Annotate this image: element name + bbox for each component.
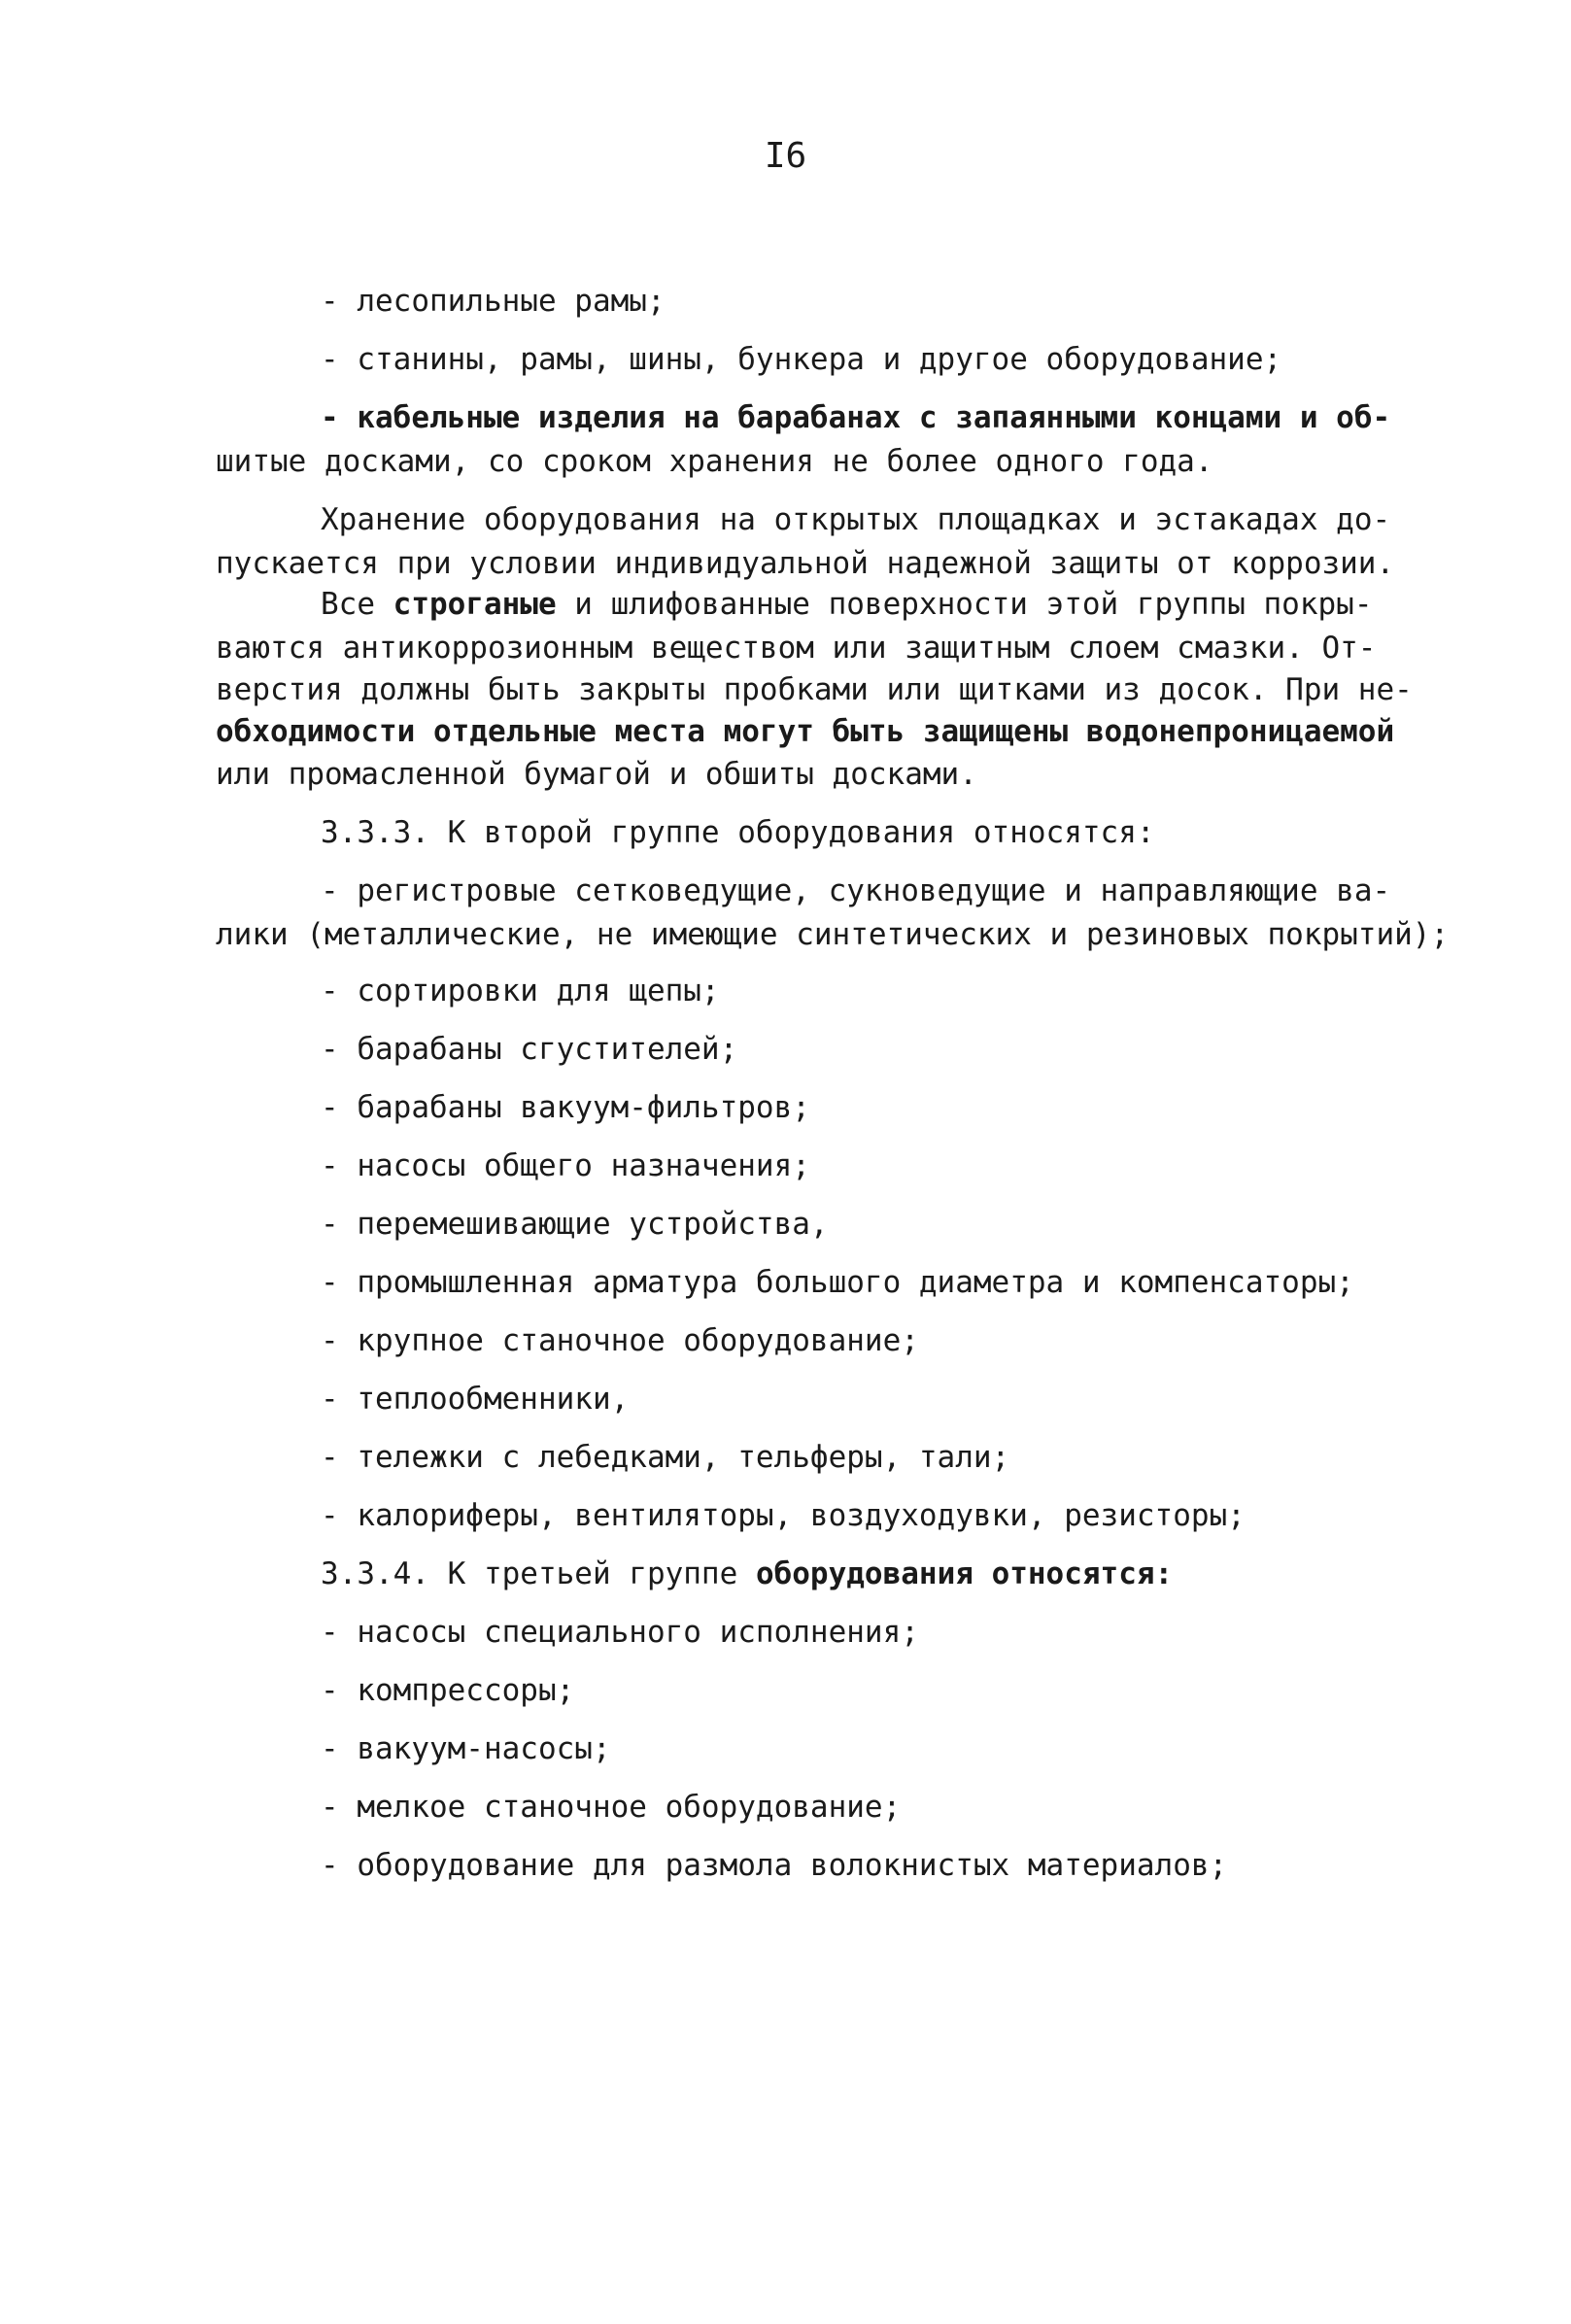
text-span: и шлифованные поверхности этой группы покры-	[556, 587, 1373, 622]
list-item: - теплообменники,	[321, 1382, 630, 1417]
bold-text-span: строганые	[393, 587, 557, 622]
list-item: - барабаны сгустителей;	[321, 1032, 738, 1067]
text-line: лики (металлические, не имеющие синтетических и резиновых покрытий);	[216, 917, 1450, 952]
list-item: - тележки с лебедками, тельферы, тали;	[321, 1440, 1010, 1475]
text-span: Все	[321, 587, 393, 622]
section-heading: 3.3.3. К второй группе оборудования относятся:	[321, 815, 1155, 850]
list-item: - оборудование для размола волокнистых материалов;	[321, 1848, 1228, 1883]
list-item: - регистровые сетковедущие, сукноведущие и направляющие ва-	[321, 873, 1391, 908]
list-item: - насосы общего назначения;	[321, 1148, 810, 1183]
list-item: - промышленная арматура большого диаметра и компенсаторы;	[321, 1265, 1354, 1300]
text-line: обходимости отдельные места могут быть защищены водонепроницаемой	[216, 714, 1395, 749]
list-item: - компрессоры;	[321, 1673, 575, 1708]
page-number: I6	[764, 136, 807, 176]
list-item: - перемешивающие устройства,	[321, 1207, 829, 1242]
text-line: верстия должны быть закрыты пробками или щитками из досок. При не-	[216, 672, 1413, 707]
list-item: - лесопильные рамы;	[321, 284, 666, 319]
text-line: ваются антикоррозионным веществом или защитным слоем смазки. От-	[216, 631, 1377, 666]
text-line: шитые досками, со сроком хранения не более одного года.	[216, 444, 1213, 479]
text-span: 3.3.4. К третьей группе	[321, 1556, 756, 1591]
bold-text-span: оборудования относятся:	[755, 1556, 1174, 1591]
text-line: или промасленной бумагой и обшиты досками.	[216, 757, 977, 792]
text-line: Хранение оборудования на открытых площадках и эстакадах до-	[321, 502, 1391, 537]
list-item: - калориферы, вентиляторы, воздуходувки, резисторы;	[321, 1498, 1246, 1533]
list-item: - крупное станочное оборудование;	[321, 1323, 919, 1358]
list-item: - сортировки для щепы;	[321, 974, 720, 1008]
list-item: - вакуум-насосы;	[321, 1731, 611, 1766]
list-item: - станины, рамы, шины, бункера и другое оборудование;	[321, 342, 1282, 377]
list-item: - барабаны вакуум-фильтров;	[321, 1090, 810, 1125]
text-line: пускается при условии индивидуальной надежной защиты от коррозии.	[216, 546, 1395, 581]
list-item: - кабельные изделия на барабанах с запаянными концами и об-	[321, 400, 1391, 435]
section-heading	[321, 1555, 1173, 1593]
text-line	[321, 585, 1373, 624]
list-item: - мелкое станочное оборудование;	[321, 1790, 902, 1825]
list-item: - насосы специального исполнения;	[321, 1615, 919, 1650]
